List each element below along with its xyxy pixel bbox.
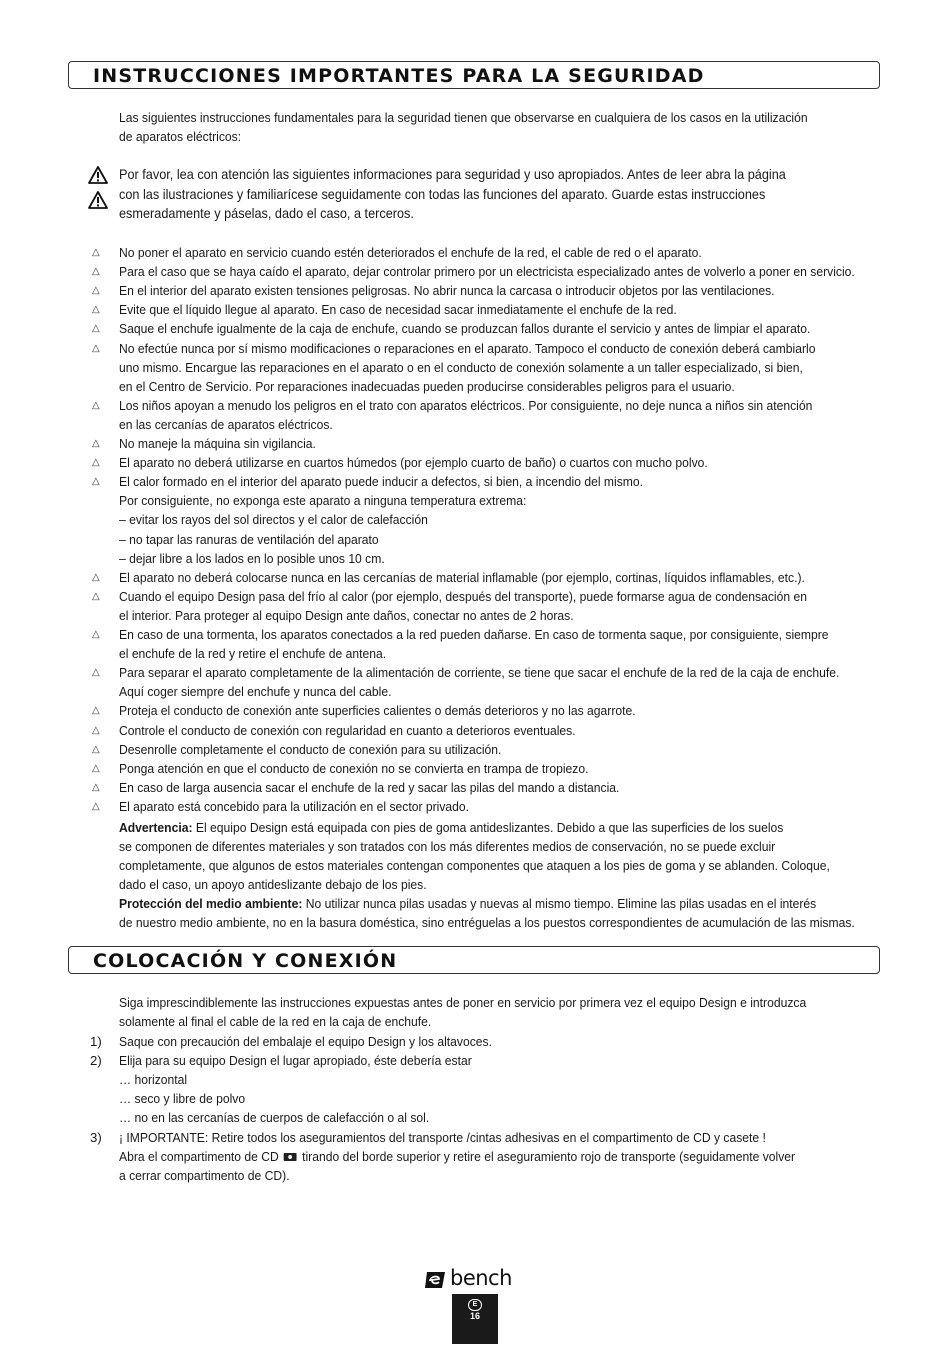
safety-line: Por consiguiente, no exponga este aparato a ninguna temperatura extrema: bbox=[119, 493, 527, 508]
notice-line-1: Por favor, lea con atención las siguientes informaciones para seguridad y uso apropiados. Antes de leer abra la página bbox=[119, 167, 786, 182]
setup-step-line: … horizontal bbox=[119, 1072, 188, 1087]
safety-line: Proteja el conducto de conexión ante superficies calientes o demás deterioros y no las agarrote. bbox=[119, 703, 636, 718]
safety-line: El calor formado en el interior del aparato puede inducir a defectos, si bien, a incendio del mismo. bbox=[119, 474, 644, 489]
setup-step-line: … seco y libre de polvo bbox=[119, 1091, 246, 1106]
safety-line: Evite que el líquido llegue al aparato. En caso de necesidad sacar inmediatamente el enchufe de la red. bbox=[119, 302, 677, 317]
safety-line: Desenrolle completamente el conducto de conexión para su utilización. bbox=[119, 742, 502, 757]
bullet-triangle-icon: △ bbox=[92, 744, 100, 755]
notice-line-3: esmeradamente y páselas, dado el caso, a terceros. bbox=[119, 206, 414, 221]
setup-step-line: Saque con precaución del embalaje el equipo Design y los altavoces. bbox=[119, 1034, 492, 1049]
safety-line: uno mismo. Encargue las reparaciones en el aparato o en el conducto de conexión solamente a un taller especializado, si bien, bbox=[119, 360, 803, 375]
bullet-triangle-icon: △ bbox=[92, 400, 100, 411]
bullet-triangle-icon: △ bbox=[92, 476, 100, 487]
bullet-triangle-icon: △ bbox=[92, 457, 100, 468]
safety-line: en las cercanías de aparatos eléctricos. bbox=[119, 417, 333, 432]
safety-line: – no tapar las ranuras de ventilación del aparato bbox=[119, 532, 379, 547]
warning-text: El equipo Design está equipada con pies de goma antideslizantes. Debido a que las superficies de los suelos bbox=[192, 820, 784, 835]
safety-line: Controle el conducto de conexión con regularidad en cuanto a deterioros eventuales. bbox=[119, 723, 576, 738]
setup-step-line: ¡ IMPORTANTE: Retire todos los aseguramientos del transporte /cintas adhesivas en el compartimento de CD y casete ! bbox=[119, 1130, 766, 1145]
cd-text-before: Abra el compartimento de CD bbox=[119, 1149, 283, 1164]
safety-line: Aquí coger siempre del enchufe y nunca del cable. bbox=[119, 684, 392, 699]
environment-label: Protección del medio ambiente: bbox=[119, 896, 303, 911]
brand-name: bench bbox=[450, 1266, 512, 1290]
cd-text-after: tirando del borde superior y retire el aseguramiento rojo de transporte (seguidamente volver bbox=[298, 1149, 796, 1164]
environment-paragraph-line: de nuestro medio ambiente, no en la basura doméstica, sino entréguelas a los puestos correspondientes de acumulación de las mismas. bbox=[119, 915, 855, 930]
safety-line: En caso de larga ausencia sacar el enchufe de la red y sacar las pilas del mando a distancia. bbox=[119, 780, 620, 795]
bullet-triangle-icon: △ bbox=[92, 266, 100, 277]
safety-line: el enchufe de la red y retire el enchufe de antena. bbox=[119, 646, 387, 661]
setup-step-3-continued bbox=[119, 1147, 795, 1166]
intro-line-1: Las siguientes instrucciones fundamentales para la seguridad tienen que observarse en cualquiera de los casos en la utilización bbox=[119, 110, 808, 125]
warning-paragraph-line: dado el caso, un apoyo antideslizante debajo de los pies. bbox=[119, 877, 427, 892]
safety-line: No poner el aparato en servicio cuando estén deteriorados el enchufe de la red, el cable de red o el aparato. bbox=[119, 245, 702, 260]
section-title-setup: COLOCACIÓN Y CONEXIÓN bbox=[93, 950, 398, 972]
setup-intro-line-1: Siga imprescindiblemente las instrucciones expuestas antes de poner en servicio por primera vez el equipo Design e introduzca bbox=[119, 995, 807, 1010]
bullet-triangle-icon: △ bbox=[92, 591, 100, 602]
bullet-triangle-icon: △ bbox=[92, 323, 100, 334]
setup-step-3-last-line: a cerrar compartimento de CD). bbox=[119, 1168, 290, 1183]
warning-label: Advertencia: bbox=[119, 820, 193, 835]
warning-paragraph-line bbox=[119, 818, 783, 837]
bullet-triangle-icon: △ bbox=[92, 801, 100, 812]
bullet-triangle-icon: △ bbox=[92, 782, 100, 793]
step-number: 2) bbox=[90, 1053, 102, 1068]
safety-line: En caso de una tormenta, los aparatos conectados a la red pueden dañarse. En caso de tormenta saque, por consiguiente, siempre bbox=[119, 627, 829, 642]
safety-line: El aparato no deberá utilizarse en cuartos húmedos (por ejemplo cuarto de baño) o cuartos con mucho polvo. bbox=[119, 455, 708, 470]
safety-line: En el interior del aparato existen tensiones peligrosas. No abrir nunca la carcasa o introducir objetos por las ventilaciones. bbox=[119, 283, 775, 298]
warning-triangle-icon bbox=[88, 166, 108, 184]
safety-line: Ponga atención en que el conducto de conexión no se convierta en trampa de tropiezo. bbox=[119, 761, 589, 776]
setup-step-line: … no en las cercanías de cuerpos de calefacción o al sol. bbox=[119, 1110, 430, 1125]
safety-line: Los niños apoyan a menudo los peligros en el trato con aparatos eléctricos. Por consiguiente, no deje nunca a niños sin atención bbox=[119, 398, 813, 413]
safety-line: No efectúe nunca por sí mismo modificaciones o reparaciones en el aparato. Tampoco el conducto de conexión deberá cambiarlo bbox=[119, 341, 816, 356]
page-number-tab bbox=[452, 1294, 498, 1344]
safety-line: el interior. Para proteger al equipo Design ante daños, conectar no antes de 2 horas. bbox=[119, 608, 574, 623]
bullet-triangle-icon: △ bbox=[92, 304, 100, 315]
safety-line: Para separar el aparato completamente de la alimentación de corriente, se tiene que sacar el enchufe de la red de la caja de enchufe. bbox=[119, 665, 840, 680]
warning-triangle-icon bbox=[88, 191, 108, 209]
section-heading-setup bbox=[68, 946, 880, 974]
bullet-triangle-icon: △ bbox=[92, 285, 100, 296]
brand-logo bbox=[424, 1268, 528, 1294]
notice-line-2: con las ilustraciones y familiarícese seguidamente con todas las funciones del aparato. Guarde estas instrucciones bbox=[119, 187, 766, 202]
safety-line: – evitar los rayos del sol directos y el calor de calefacción bbox=[119, 512, 428, 527]
language-badge: E bbox=[468, 1299, 482, 1311]
bullet-triangle-icon: △ bbox=[92, 343, 100, 354]
section-title-safety: INSTRUCCIONES IMPORTANTES PARA LA SEGURIDAD bbox=[93, 65, 705, 87]
setup-step-line: Elija para su equipo Design el lugar apropiado, éste debería estar bbox=[119, 1053, 472, 1068]
page-number: 16 bbox=[469, 1311, 480, 1321]
bullet-triangle-icon: △ bbox=[92, 247, 100, 258]
setup-intro-line-2: solamente al final el cable de la red en la caja de enchufe. bbox=[119, 1014, 432, 1029]
section-heading-safety bbox=[68, 61, 880, 89]
step-number: 3) bbox=[90, 1130, 102, 1145]
safety-line: El aparato no deberá colocarse nunca en las cercanías de material inflamable (por ejemplo, cortinas, líquidos inflamables, etc.). bbox=[119, 570, 805, 585]
bullet-triangle-icon: △ bbox=[92, 763, 100, 774]
cd-eject-icon bbox=[284, 1153, 297, 1161]
bullet-triangle-icon: △ bbox=[92, 572, 100, 583]
safety-line: No maneje la máquina sin vigilancia. bbox=[119, 436, 316, 451]
bullet-triangle-icon: △ bbox=[92, 438, 100, 449]
safety-line: Cuando el equipo Design pasa del frío al calor (por ejemplo, después del transporte), puede formarse agua de condensación en bbox=[119, 589, 807, 604]
bullet-triangle-icon: △ bbox=[92, 725, 100, 736]
step-number: 1) bbox=[90, 1034, 102, 1049]
bullet-triangle-icon: △ bbox=[92, 667, 100, 678]
bullet-triangle-icon: △ bbox=[92, 705, 100, 716]
safety-line: – dejar libre a los lados en lo posible unos 10 cm. bbox=[119, 551, 385, 566]
warning-paragraph-line: se componen de diferentes materiales y son tratados con los más diferentes medios de conservación, no se puede excluir bbox=[119, 839, 776, 854]
intro-line-2: de aparatos eléctricos: bbox=[119, 129, 242, 144]
bullet-triangle-icon: △ bbox=[92, 629, 100, 640]
safety-line: en el Centro de Servicio. Por reparaciones inadecuadas pueden producirse considerables peligros para el usuario. bbox=[119, 379, 735, 394]
safety-line: Saque el enchufe igualmente de la caja de enchufe, cuando se produzcan fallos durante el servicio y antes de limpiar el aparato. bbox=[119, 321, 811, 336]
safety-line: Para el caso que se haya caído el aparato, dejar controlar primero por un electricista especializado antes de volverlo a poner en servicio. bbox=[119, 264, 855, 279]
e-logo-icon bbox=[424, 1270, 446, 1290]
environment-paragraph-line bbox=[119, 894, 816, 913]
warning-paragraph-line: completamente, que algunos de estos materiales contengan componentes que ataquen a los pies de goma y se ablanden. Coloque, bbox=[119, 858, 830, 873]
safety-line: El aparato está concebido para la utilización en el sector privado. bbox=[119, 799, 470, 814]
environment-text: No utilizar nunca pilas usadas y nuevas al mismo tiempo. Elimine las pilas usadas en el interés bbox=[302, 896, 817, 911]
